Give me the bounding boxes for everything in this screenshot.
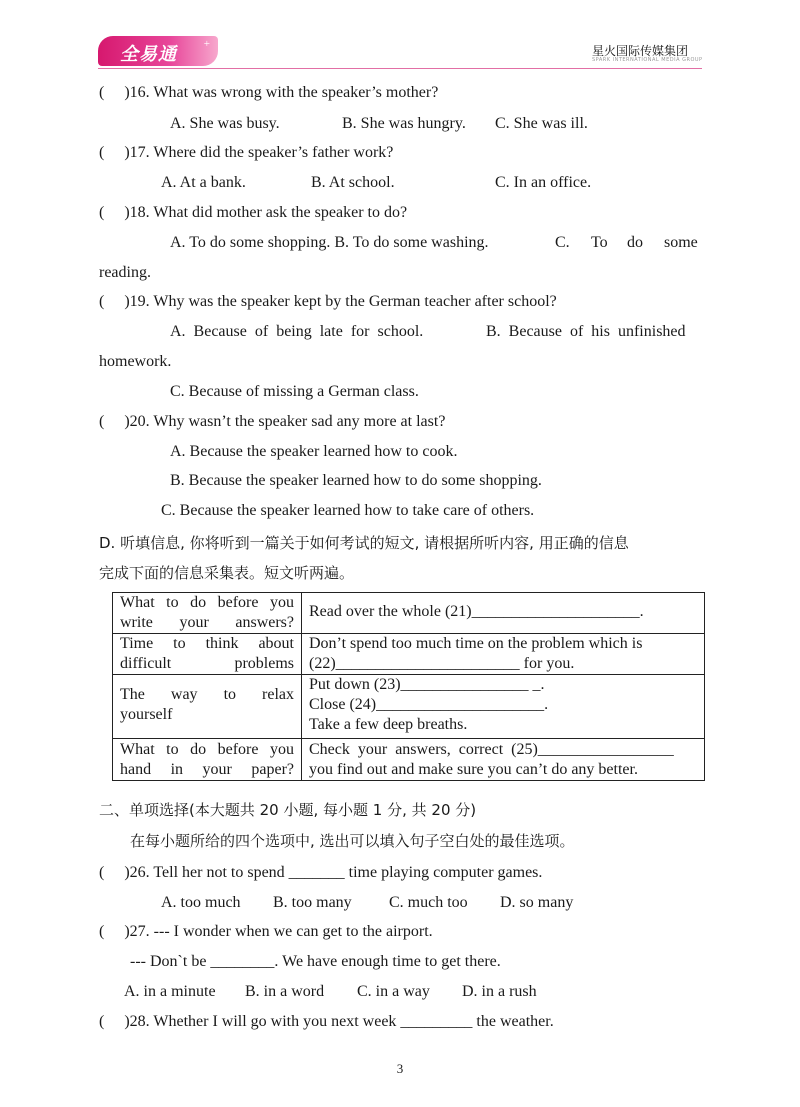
brand-logo (98, 36, 218, 66)
logo-text: 全易通 (120, 44, 177, 65)
section-2-instruction: 在每小题所给的四个选项中, 选出可以填入句子空白处的最佳选项。 (130, 832, 575, 850)
question-17: ( )17. Where did the speaker’s father work? (99, 144, 394, 161)
cell-text: hand in your paper? (120, 761, 294, 778)
q16-option-b: B. She was hungry. (342, 115, 466, 132)
question-16: ( )16. What was wrong with the speaker’s mother? (99, 84, 439, 101)
table-row (113, 675, 705, 739)
q20-option-a: A. Because the speaker learned how to cook. (170, 443, 458, 460)
q27-option-b: B. in a word (245, 983, 325, 1000)
q17-option-b: B. At school. (311, 174, 395, 191)
section-2-title: 二、单项选择(本大题共 20 小题, 每小题 1 分, 共 20 分) (99, 801, 477, 819)
q16-option-a: A. She was busy. (170, 115, 280, 132)
question-20: ( )20. Why wasn’t the speaker sad any more at last? (99, 413, 446, 430)
q19-option-c: C. Because of missing a German class. (170, 383, 419, 400)
cell-text: write your answers? (120, 614, 294, 631)
q17-option-a: A. At a bank. (161, 174, 246, 191)
q18-option-c-1: C. (555, 234, 570, 251)
cell-text: Put down (23)________________ _. (309, 676, 545, 693)
q19-option-b: B. Because of his unfinished (486, 323, 686, 340)
cell-text: you find out and make sure you can’t do any better. (309, 761, 638, 778)
cell-text: Check your answers, correct (25)_________________ (309, 741, 674, 758)
cell-text: yourself (120, 706, 173, 723)
cell-text: What to do before you (120, 594, 294, 611)
q18-option-c-4: some (664, 234, 698, 251)
logo-star-icon: + (203, 38, 210, 50)
question-27: ( )27. --- I wonder when we can get to the airport. (99, 923, 433, 940)
question-26: ( )26. Tell her not to spend _______ time playing computer games. (99, 864, 543, 881)
publisher-subtitle: SPARK INTERNATIONAL MEDIA GROUP (592, 57, 703, 63)
table-cell-label (113, 593, 302, 634)
q18-option-c-2: To (591, 234, 608, 251)
cell-text: The way to relax (120, 686, 294, 703)
q26-option-c: C. much too (389, 894, 468, 911)
table-row (113, 739, 705, 781)
q26-option-b: B. too many (273, 894, 352, 911)
q26-option-a: A. too much (161, 894, 241, 911)
q27-option-a: A. in a minute (124, 983, 216, 1000)
cell-text: What to do before you (120, 741, 294, 758)
table-cell-content (302, 675, 705, 739)
cell-text: Close (24)_____________________. (309, 696, 549, 713)
q20-option-c: C. Because the speaker learned how to take care of others. (161, 502, 535, 519)
table-row (113, 593, 705, 634)
q27-reply: --- Don`t be ________. We have enough time to get there. (130, 953, 501, 970)
publisher-name: 星火国际传媒集团 (592, 44, 689, 58)
cell-text: Time to think about (120, 635, 294, 652)
q27-option-c: C. in a way (357, 983, 430, 1000)
cell-text: Read over the whole (21)_____________________. (309, 603, 644, 620)
q18-option-c-3: do (627, 234, 643, 251)
question-28: ( )28. Whether I will go with you next week _________ the weather. (99, 1013, 554, 1030)
q19-option-a: A. Because of being late for school. (170, 323, 424, 340)
cell-text: (22)_______________________ for you. (309, 655, 575, 672)
q18-option-c-cont: reading. (99, 264, 151, 281)
question-18: ( )18. What did mother ask the speaker to do? (99, 204, 408, 221)
cell-text: Take a few deep breaths. (309, 716, 468, 733)
table-cell-content (302, 634, 705, 675)
q19-option-b-cont: homework. (99, 353, 172, 370)
info-collection-table (112, 592, 705, 781)
cell-text: difficult problems (120, 655, 294, 672)
table-cell-label (113, 739, 302, 781)
q16-option-c: C. She was ill. (495, 115, 588, 132)
header-divider (98, 68, 702, 69)
table-cell-label (113, 675, 302, 739)
q17-option-c: C. In an office. (495, 174, 592, 191)
page-number: 3 (396, 1061, 404, 1076)
q18-options-ab: A. To do some shopping. B. To do some washing. (170, 234, 489, 251)
table-cell-content (302, 593, 705, 634)
section-d-instruction-1: D. 听填信息, 你将听到一篇关于如何考试的短文, 请根据所听内容, 用正确的信息 (99, 534, 629, 552)
cell-text: Don’t spend too much time on the problem which is (309, 635, 643, 652)
q20-option-b: B. Because the speaker learned how to do some shopping. (170, 472, 542, 489)
q27-option-d: D. in a rush (462, 983, 537, 1000)
section-d-instruction-2: 完成下面的信息采集表。短文听两遍。 (99, 564, 355, 582)
question-19: ( )19. Why was the speaker kept by the German teacher after school? (99, 293, 557, 310)
table-cell-content (302, 739, 705, 781)
table-cell-label (113, 634, 302, 675)
table-row (113, 634, 705, 675)
q26-option-d: D. so many (500, 894, 574, 911)
